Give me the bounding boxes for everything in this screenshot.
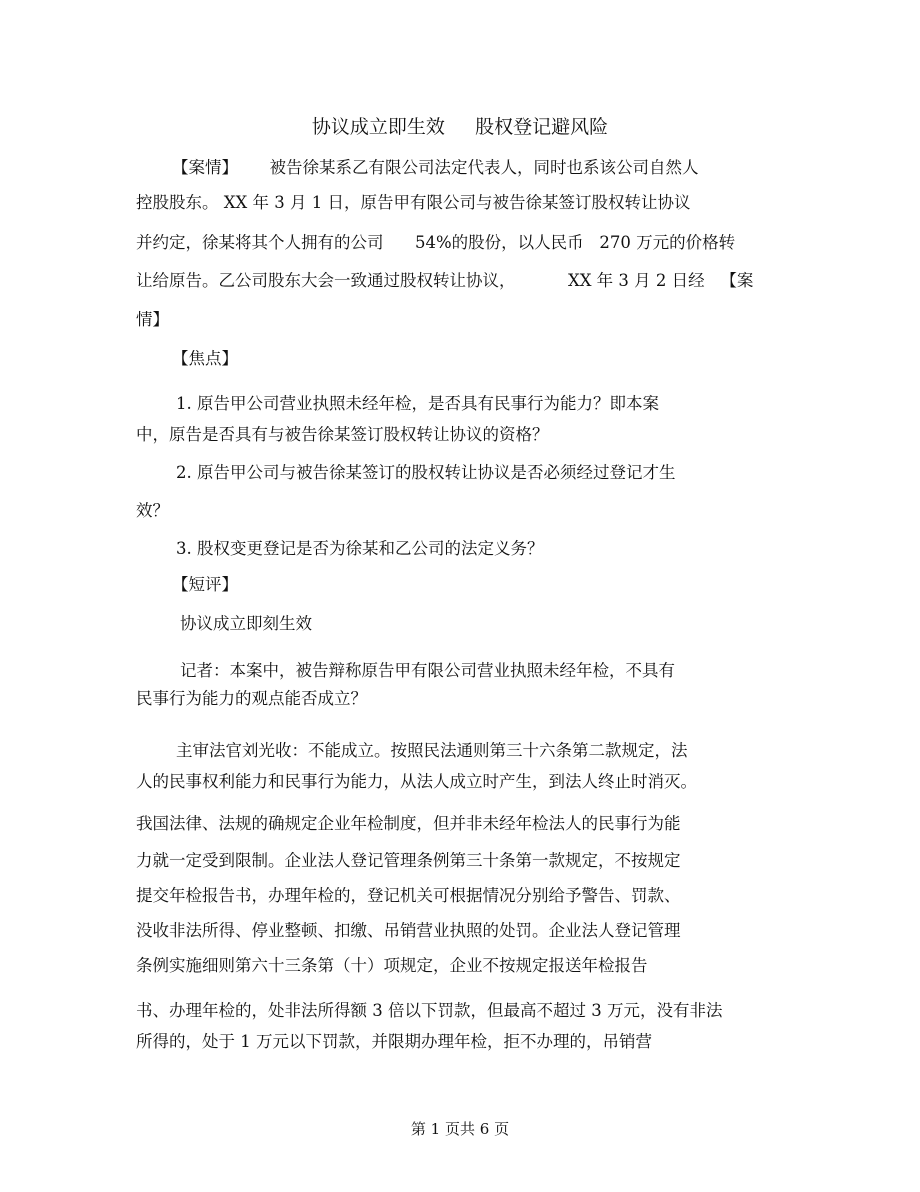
text-line: 人的民事权利能力和民事行为能力，从法人成立时产生，到法人终止时消灭。 xyxy=(136,772,697,791)
text-line: 2. 原告甲公司与被告徐某签订的股权转让协议是否必须经过登记才生 xyxy=(176,463,676,482)
text-line: 主审法官刘光收：不能成立。按照民法通则第三十六条第二款规定，法 xyxy=(176,741,688,760)
text-line: 记者：本案中，被告辩称原告甲有限公司营业执照未经年检，不具有 xyxy=(180,661,675,680)
text-line: 中，原告是否具有与被告徐某签订股权转让协议的资格？ xyxy=(136,425,549,444)
text-line: 1. 原告甲公司营业执照未经年检，是否具有民事行为能力？即本案 xyxy=(176,394,659,413)
text-line: 力就一定受到限制。企业法人登记管理条例第三十条第一款规定，不按规定 xyxy=(136,851,681,870)
text-line: 让给原告。乙公司股东大会一致通过股权转让协议， XX 年 3 月 2 日经 【案 xyxy=(136,271,754,290)
text-line: 控股股东。 XX 年 3 月 1 日，原告甲有限公司与被告徐某签订股权转让协议 xyxy=(136,193,691,212)
text-line: 提交年检报告书，办理年检的，登记机关可根据情况分别给予警告、罚款、 xyxy=(136,886,681,905)
text-line: 我国法律、法规的确规定企业年检制度，但并非未经年检法人的民事行为能 xyxy=(136,814,681,833)
text-line: 效？ xyxy=(136,501,169,520)
subheading: 协议成立即刻生效 xyxy=(180,614,312,633)
section-heading: 【短评】 xyxy=(172,575,238,594)
document-title: 协议成立即生效 股权登记避风险 xyxy=(311,116,609,138)
text-line: 民事行为能力的观点能否成立？ xyxy=(136,689,367,708)
text-line: 所得的，处于 1 万元以下罚款，并限期办理年检，拒不办理的，吊销营 xyxy=(136,1032,652,1051)
text-line: 条例实施细则第六十三条第（十）项规定，企业不按规定报送年检报告 xyxy=(136,956,648,975)
text-line: 并约定，徐某将其个人拥有的公司 54%的股份，以人民币 270 万元的价格转 xyxy=(136,233,736,252)
text-line: 情】 xyxy=(136,310,169,329)
text-line: 【案情】 被告徐某系乙有限公司法定代表人，同时也系该公司自然人 xyxy=(172,158,699,177)
section-heading: 【焦点】 xyxy=(172,349,238,368)
text-line: 书、办理年检的，处非法所得额 3 倍以下罚款，但最高不超过 3 万元，没有非法 xyxy=(136,1001,723,1020)
page-number: 第 1 页共 6 页 xyxy=(410,1120,510,1138)
text-line: 没收非法所得、停业整顿、扣缴、吊销营业执照的处罚。企业法人登记管理 xyxy=(136,921,681,940)
text-line: 3. 股权变更登记是否为徐某和乙公司的法定义务？ xyxy=(176,539,544,558)
